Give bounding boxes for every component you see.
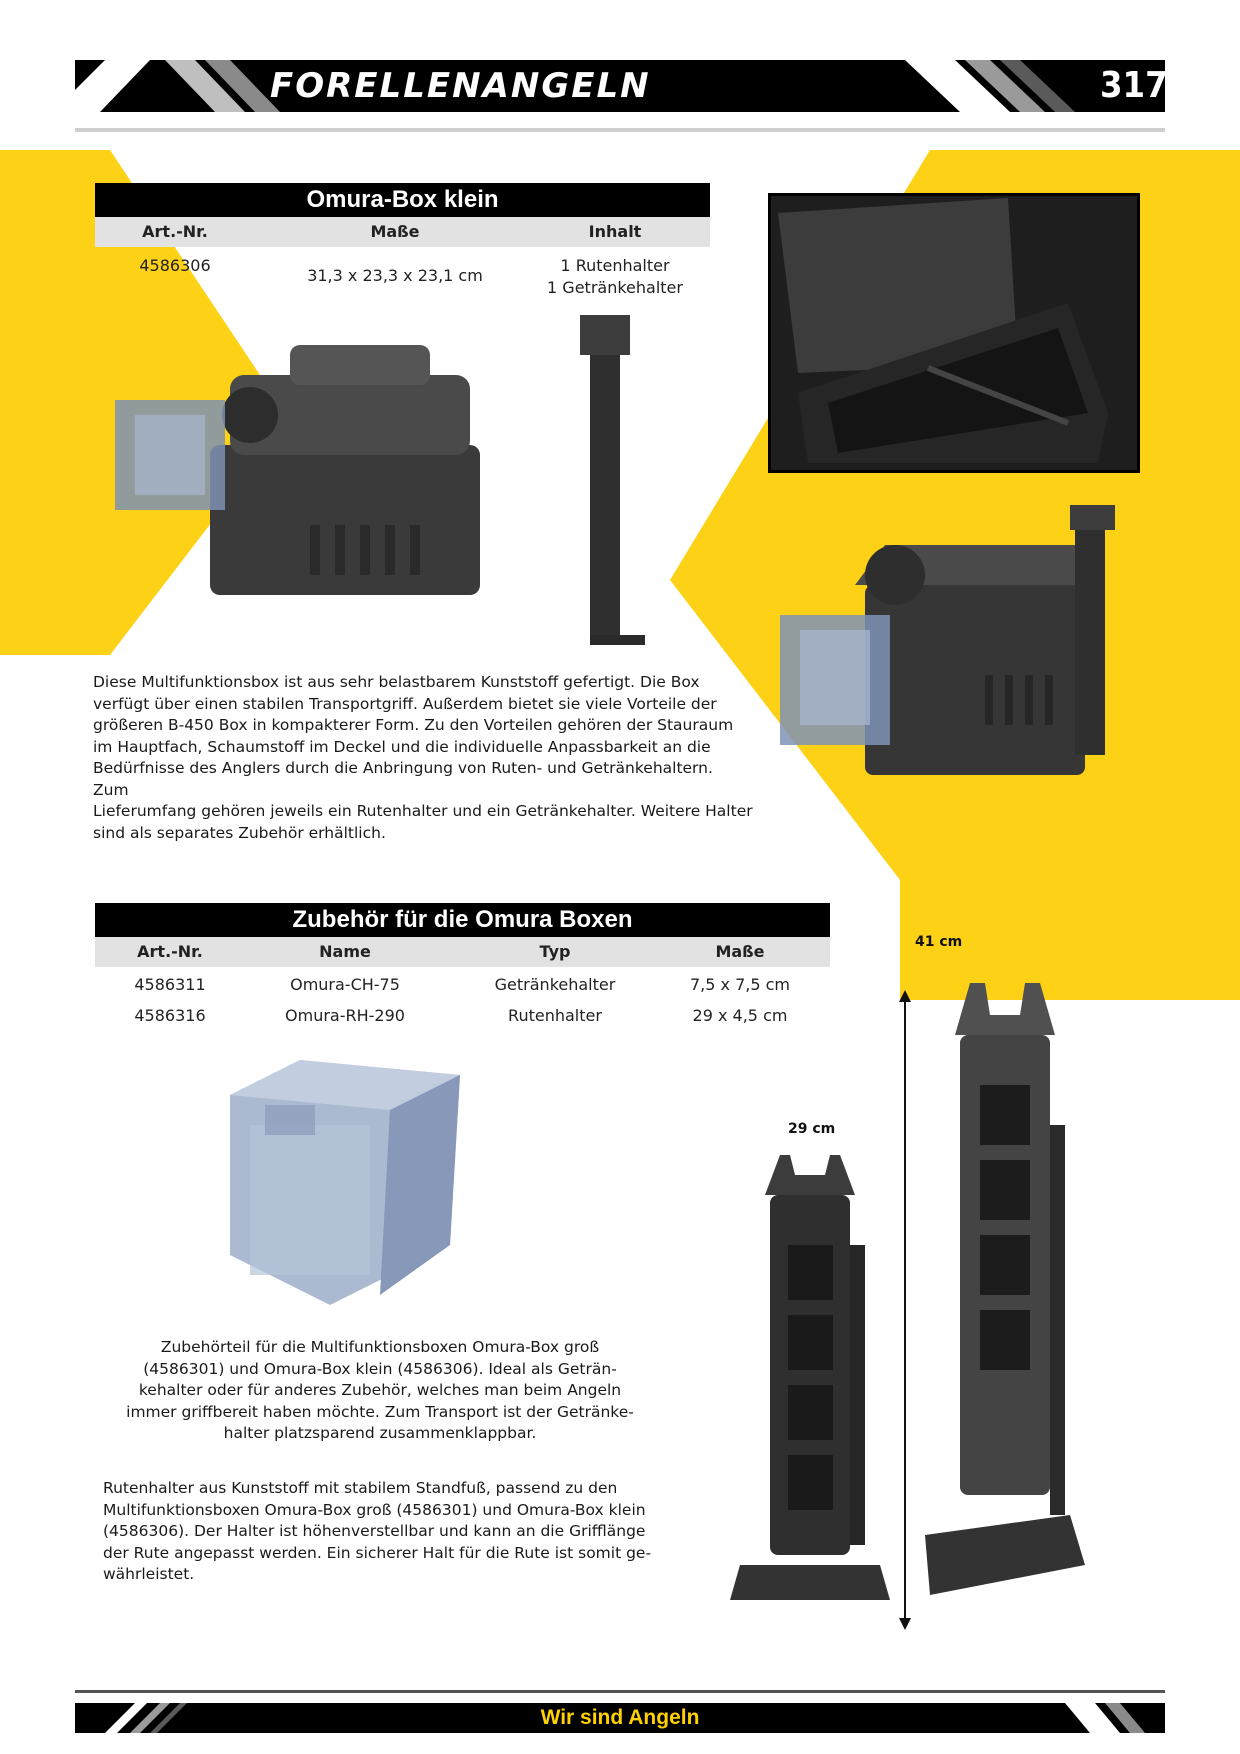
rod-holder-line: Multifunktionsboxen Omura-Box groß (4586301) und Omura-Box klein	[103, 1500, 646, 1519]
footer-slogan: Wir sind Angeln	[540, 1706, 700, 1729]
dimension-label-short: 29 cm	[788, 1121, 836, 1137]
dimension-label-long: 41 cm	[915, 934, 963, 950]
omura-box-photo-open	[768, 193, 1140, 473]
product-art-nr: 4586306	[139, 256, 211, 275]
product-description-line: verfügt über einen stabilen Transportgriff. Außerdem bietet sie viele Vorteile der	[93, 694, 717, 713]
rod-holder-line: der Rute angepasst werden. Ein sicherer Halt für die Rute ist somit ge-	[103, 1543, 652, 1562]
rod-holder-line: (4586306). Der Halter ist höhenverstellbar und kann an die Grifflänge	[103, 1522, 646, 1540]
dimension-arrow	[895, 990, 915, 1630]
rod-holder-description	[103, 1478, 673, 1586]
accessory-art-nr: 4586311	[134, 975, 206, 994]
drink-holder-line: Zubehörteil für die Multifunktionsboxen Omura-Box groß	[160, 1338, 600, 1356]
accessories-table-title: Zubehör für die Omura Boxen	[95, 903, 830, 937]
product-inhalt-2: 1 Getränkehalter	[547, 278, 683, 297]
drink-holder-line: kehalter oder für anderes Zubehör, welches man beim Angeln	[138, 1381, 622, 1399]
col-inhalt: Inhalt	[588, 222, 642, 241]
accessory-name: Omura-CH-75	[290, 975, 400, 994]
drink-holder-line: immer griffbereit haben möchte. Zum Transport ist der Getränke-	[126, 1402, 634, 1421]
drink-holder-line: (4586301) und Omura-Box klein (4586306). Ideal als Geträn-	[143, 1359, 617, 1378]
table-row	[95, 1005, 830, 1031]
product-description-line: Bedürfnisse des Anglers durch die Anbringung von Ruten- und Getränkehaltern. Zum	[93, 759, 713, 799]
drink-holder-description	[100, 1337, 660, 1445]
col-masse: Maße	[715, 942, 765, 961]
product-table-title: Omura-Box klein	[95, 183, 710, 217]
accessory-masse: 29 x 4,5 cm	[692, 1006, 788, 1025]
col-name: Name	[319, 942, 371, 961]
product-masse: 31,3 x 23,3 x 23,1 cm	[307, 266, 483, 285]
rod-holder-line: währleistet.	[103, 1565, 195, 1583]
drink-holder-photo	[210, 1055, 475, 1310]
product-inhalt-1: 1 Rutenhalter	[560, 256, 670, 275]
product-description	[93, 672, 753, 844]
product-description-line: Lieferumfang gehören jeweils ein Rutenhalter und ein Getränkehalter. Weitere Halter	[93, 802, 753, 820]
rod-holder-line: Rutenhalter aus Kunststoff mit stabilem Standfuß, passend zu den	[103, 1479, 618, 1497]
product-description-line: größeren B-450 Box in kompakterer Form. Zu den Vorteilen gehören der Stauraum	[93, 716, 734, 734]
section-title: FORELLENANGELN	[270, 66, 651, 106]
col-typ: Typ	[539, 942, 571, 961]
col-art-nr: Art.-Nr.	[142, 222, 208, 241]
accessory-typ: Rutenhalter	[508, 1006, 602, 1025]
accessory-art-nr: 4586316	[134, 1006, 206, 1025]
omura-box-photo-front	[110, 315, 670, 655]
product-description-line: im Hauptfach, Schaumstoff im Deckel und die individuelle Anpassbarkeit an die	[93, 737, 711, 756]
accessory-name: Omura-RH-290	[285, 1006, 405, 1025]
accessories-table-header	[95, 937, 830, 967]
product-table-header	[95, 217, 710, 247]
col-masse: Maße	[370, 222, 420, 241]
page-number: 317	[1100, 65, 1168, 106]
table-row	[95, 974, 830, 1000]
product-table-row	[95, 255, 710, 301]
col-art-nr: Art.-Nr.	[137, 942, 203, 961]
product-description-line: Diese Multifunktionsbox ist aus sehr belastbarem Kunststoff gefertigt. Die Box	[93, 673, 700, 691]
footer-divider	[75, 1690, 1165, 1693]
product-description-line: sind als separates Zubehör erhältlich.	[93, 823, 386, 842]
accessory-masse: 7,5 x 7,5 cm	[690, 975, 790, 994]
header-divider	[75, 128, 1165, 132]
omura-box-photo-side	[775, 505, 1145, 790]
drink-holder-line: halter platzsparend zusammenklappbar.	[223, 1424, 537, 1442]
accessory-typ: Getränkehalter	[494, 975, 616, 994]
